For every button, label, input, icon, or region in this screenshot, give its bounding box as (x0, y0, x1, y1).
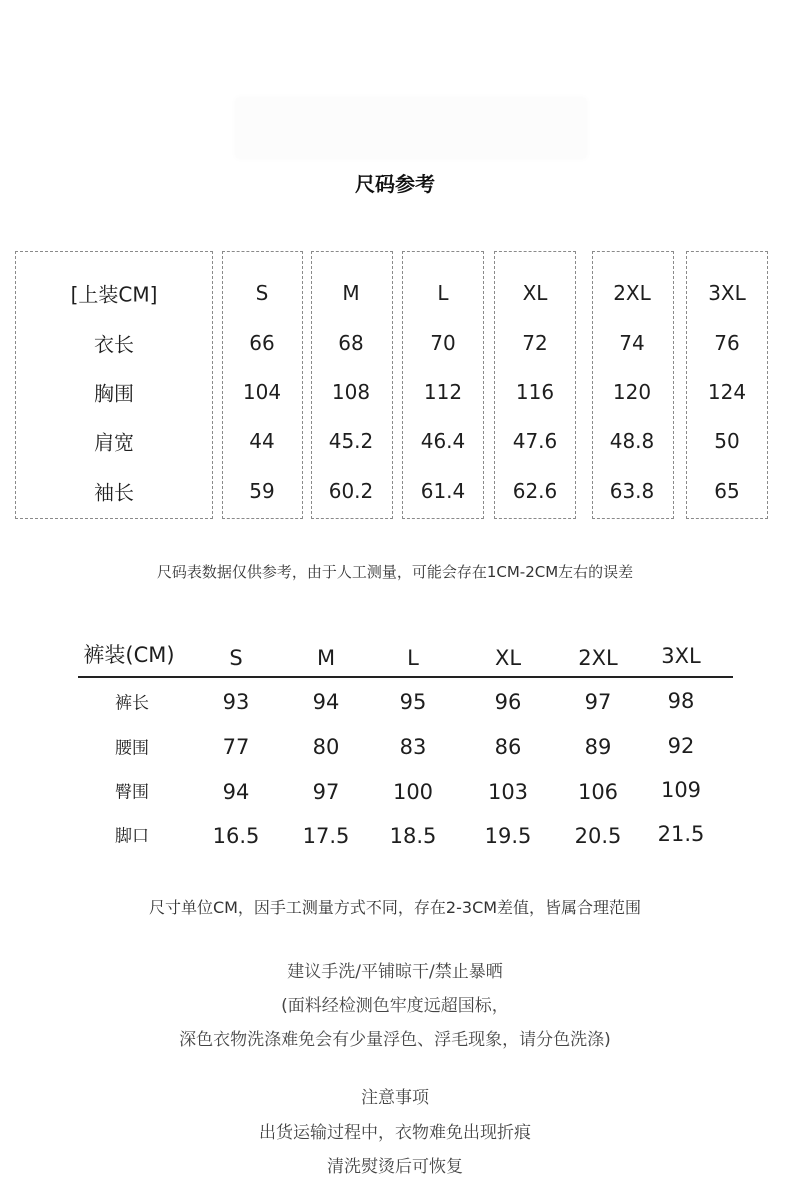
pants-header-divider (78, 676, 733, 678)
top-table-header-label: [上装CM] (70, 282, 158, 307)
pants-cell: 103 (487, 780, 529, 804)
pants-row-label: 脚口 (115, 826, 149, 847)
top-size-header: 3XL (708, 281, 746, 305)
pants-cell: 18.5 (389, 824, 437, 848)
pants-size-header: 2XL (578, 646, 618, 670)
top-cell: 104 (242, 380, 282, 404)
page-title: 尺码参考 (355, 172, 435, 196)
top-cell: 44 (249, 429, 275, 453)
top-cell: 108 (331, 380, 371, 404)
top-size-header: 2XL (613, 281, 651, 305)
pants-size-header: L (407, 646, 419, 670)
top-row-label: 肩宽 (94, 430, 134, 455)
notice-line: 出货运输过程中，衣物难免出现折痕 (259, 1123, 531, 1143)
top-cell: 68 (338, 331, 364, 355)
pants-cell: 77 (222, 735, 250, 759)
pants-cell: 19.5 (484, 824, 532, 848)
pants-cell: 97 (584, 690, 612, 714)
pants-cell: 96 (494, 690, 522, 714)
notice-line: 清洗熨烫后可恢复 (327, 1157, 463, 1177)
top-size-header: L (437, 281, 449, 305)
top-size-header: S (255, 281, 269, 305)
care-line: (面料经检测色牢度远超国标， (281, 996, 509, 1016)
top-size-header: XL (522, 281, 548, 305)
care-line: 建议手洗/平铺晾干/禁止暴晒 (287, 962, 503, 982)
top-cell: 50 (714, 429, 740, 453)
top-cell: 61.4 (420, 479, 466, 503)
top-cell: 116 (515, 380, 555, 404)
care-line: 深色衣物洗涤难免会有少量浮色、浮毛现象，请分色洗涤) (179, 1030, 611, 1050)
pants-cell: 83 (399, 735, 427, 759)
pants-cell: 21.5 (657, 822, 705, 846)
top-row-label: 袖长 (94, 480, 134, 505)
pants-size-header: S (229, 646, 243, 670)
top-size-header: M (342, 281, 360, 305)
top-cell: 124 (707, 380, 747, 404)
pants-cell: 97 (312, 780, 340, 804)
pants-row-label: 裤长 (115, 693, 149, 714)
pants-size-header: 3XL (661, 644, 701, 668)
pants-cell: 86 (494, 735, 522, 759)
top-cell: 120 (612, 380, 652, 404)
top-cell: 74 (619, 331, 645, 355)
top-row-label: 胸围 (94, 381, 134, 406)
top-cell: 76 (714, 331, 740, 355)
pants-cell: 93 (222, 690, 250, 714)
pants-cell: 95 (399, 690, 427, 714)
top-cell: 63.8 (609, 479, 655, 503)
pants-table-header-label: 裤装(CM) (83, 643, 175, 667)
faint-banner (236, 98, 586, 158)
pants-row-label: 腰围 (115, 738, 149, 759)
pants-cell: 100 (392, 780, 434, 804)
pants-cell: 17.5 (302, 824, 350, 848)
top-cell: 72 (522, 331, 548, 355)
pants-size-header: M (316, 646, 336, 670)
notice-heading: 注意事项 (361, 1088, 429, 1108)
top-cell: 48.8 (609, 429, 655, 453)
top-cell: 66 (249, 331, 275, 355)
pants-cell: 92 (667, 734, 695, 758)
pants-row-label: 臀围 (115, 782, 149, 803)
pants-cell: 89 (584, 735, 612, 759)
top-cell: 60.2 (328, 479, 374, 503)
top-row-label: 衣长 (94, 332, 134, 357)
top-cell: 62.6 (512, 479, 558, 503)
top-cell: 59 (249, 479, 275, 503)
pants-cell: 98 (667, 689, 695, 713)
pants-table-note: 尺寸单位CM，因手工测量方式不同，存在2-3CM差值，皆属合理范围 (148, 898, 642, 917)
top-cell: 65 (714, 479, 740, 503)
top-table-note: 尺码表数据仅供参考，由于人工测量，可能会存在1CM-2CM左右的误差 (156, 563, 634, 581)
top-cell: 70 (430, 331, 456, 355)
pants-cell: 20.5 (574, 824, 622, 848)
top-cell: 112 (423, 380, 463, 404)
pants-cell: 16.5 (212, 824, 260, 848)
top-cell: 45.2 (328, 429, 374, 453)
pants-size-header: XL (494, 646, 522, 670)
top-cell: 47.6 (512, 429, 558, 453)
pants-cell: 109 (660, 778, 702, 802)
pants-cell: 94 (312, 690, 340, 714)
pants-cell: 80 (312, 735, 340, 759)
pants-cell: 94 (222, 780, 250, 804)
pants-cell: 106 (577, 780, 619, 804)
top-cell: 46.4 (420, 429, 466, 453)
